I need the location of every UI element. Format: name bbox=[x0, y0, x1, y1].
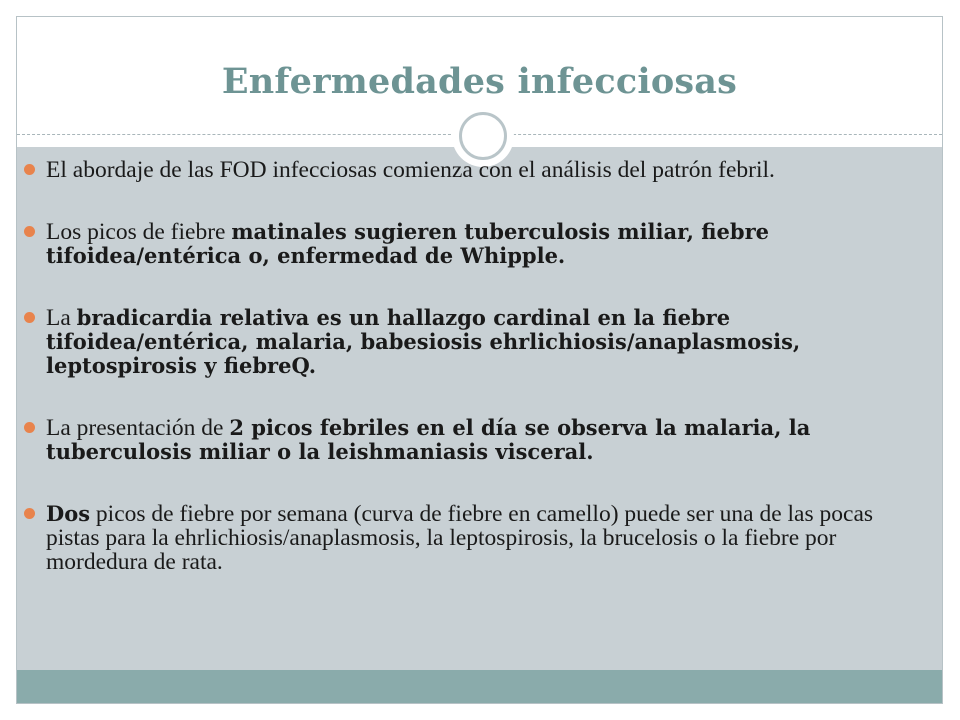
bullet-item bbox=[24, 416, 904, 464]
footer-bar bbox=[17, 670, 942, 703]
bullet-dot-icon bbox=[24, 312, 35, 323]
bullet-dot-icon bbox=[24, 422, 35, 433]
bullet-text: picos de fiebre por semana (curva de fiebre en camello) puede ser una de las pocas pistas para la ehrlichiosis/anaplasmosis, la leptospirosis, la brucelosis o la fiebre por mordedura de rata. bbox=[46, 501, 874, 575]
bullet-text-bold: 2 picos febriles en el día se observa la malaria, la tuberculosis miliar o la leishmaniasis visceral. bbox=[46, 415, 811, 464]
bullet-item bbox=[24, 158, 904, 182]
bullet-item bbox=[24, 220, 904, 268]
bullet-item bbox=[24, 306, 904, 378]
bullet-text-bold: bradicardia relativa es un hallazgo cardinal en la fiebre tifoidea/entérica, malaria, babesiosis ehrlichiosis/anaplasmosis, leptospirosis y fiebreQ. bbox=[46, 305, 801, 378]
slide-title: Enfermedades infecciosas bbox=[221, 61, 738, 102]
bullet-item bbox=[24, 502, 904, 574]
circle-ring bbox=[459, 112, 507, 160]
bullet-text-bold: matinales sugieren tuberculosis miliar, fiebre tifoidea/entérica o, enfermedad de Whipple. bbox=[46, 219, 770, 268]
bullet-dot-icon bbox=[24, 226, 35, 237]
bullet-text: El abordaje de las FOD infecciosas comienza con el análisis del patrón febril. bbox=[46, 157, 775, 183]
bullet-dot-icon bbox=[24, 164, 35, 175]
bullet-dot-icon bbox=[24, 508, 35, 519]
bullet-text: La presentación de bbox=[46, 415, 230, 441]
bullet-text-bold: Dos bbox=[46, 501, 91, 526]
bullet-text: La bbox=[46, 305, 77, 331]
bullet-text: Los picos de fiebre bbox=[46, 219, 232, 245]
bullet-list bbox=[24, 158, 904, 612]
